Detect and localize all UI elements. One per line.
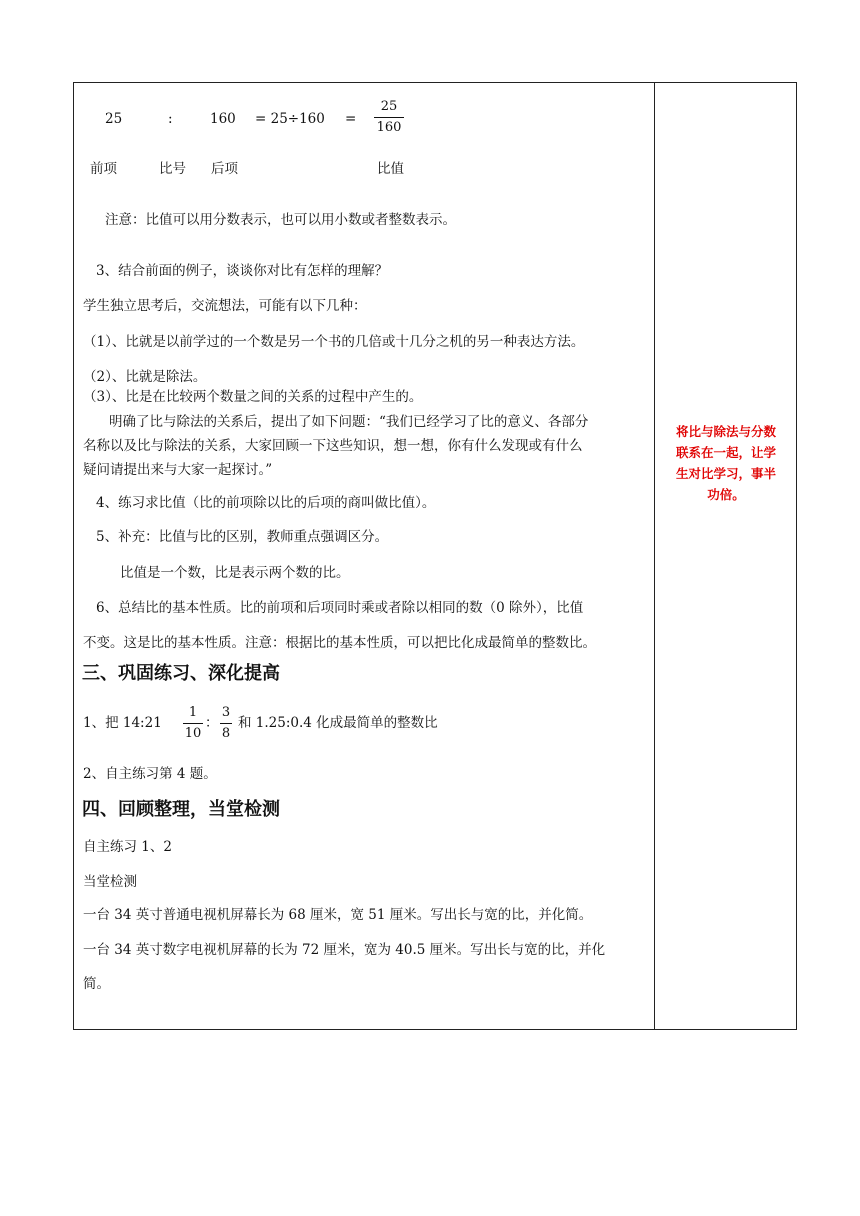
fraction-denominator: 10	[184, 726, 202, 741]
ratio-front-value: 25	[105, 111, 123, 127]
paragraph-line-3: 疑问请提出来与大家一起探讨。”	[83, 462, 273, 478]
paragraph-line-1: 明确了比与除法的关系后，提出了如下问题：“我们已经学习了比的意义、各部分	[109, 414, 589, 430]
item-5: 5、补充：比值与比的区别，教师重点强调区分。	[96, 529, 389, 545]
option-2: （2）、比就是除法。	[83, 369, 207, 385]
label-ratio-sign: 比号	[159, 161, 186, 177]
ratio-fraction	[374, 99, 404, 136]
lesson-table	[73, 82, 797, 1030]
question-1: 一台 34 英寸普通电视机屏幕长为 68 厘米，宽 51 厘米。写出长与宽的比，并化简。	[83, 907, 593, 923]
main-cell	[74, 83, 654, 1029]
label-back-term: 后项	[211, 161, 238, 177]
item-5-detail: 比值是一个数，比是表示两个数的比。	[120, 565, 350, 581]
side-note-line: 将比与除法与分数	[675, 424, 776, 439]
students-line: 学生独立思考后，交流想法，可能有以下几种：	[83, 298, 367, 314]
ratio-equals: =	[345, 111, 357, 127]
exercise-1-fraction-2	[220, 705, 232, 742]
option-1: （1）、比就是以前学过的一个数是另一个书的几倍或十几分之机的另一种表达方法。	[83, 334, 585, 350]
side-note-line: 联系在一起，让学	[675, 445, 776, 460]
exercise-2: 2、自主练习第 4 题。	[83, 766, 217, 782]
fraction-bar	[374, 117, 404, 118]
item-6-line-2: 不变。这是比的基本性质。注意：根据比的基本性质，可以把比化成最简单的整数比。	[83, 635, 596, 651]
exercise-1-prefix: 1、把 14:21	[83, 715, 162, 731]
exercise-1-colon: ：	[205, 715, 219, 731]
section-3-heading: 三、巩固练习、深化提高	[82, 663, 280, 684]
self-practice: 自主练习 1、2	[83, 839, 172, 855]
exercise-1-suffix: 和 1.25:0.4 化成最简单的整数比	[238, 715, 438, 731]
fraction-numerator: 3	[221, 705, 231, 720]
ratio-colon: :	[168, 111, 173, 127]
item-6-line-1: 6、总结比的基本性质。比的前项和后项同时乘或者除以相同的数（0 除外），比值	[96, 600, 584, 616]
fraction-denominator: 160	[376, 120, 402, 135]
option-3: （3）、比是在比较两个数量之间的关系的过程中产生的。	[83, 389, 423, 405]
label-front-term: 前项	[90, 161, 117, 177]
fraction-numerator: 25	[380, 99, 398, 114]
item-4: 4、练习求比值（比的前项除以比的后项的商叫做比值）。	[96, 495, 436, 511]
fraction-bar	[183, 723, 203, 724]
ratio-division: = 25÷160	[255, 111, 325, 127]
ratio-back-value: 160	[210, 111, 236, 127]
fraction-denominator: 8	[221, 726, 231, 741]
fraction-bar	[220, 723, 232, 724]
section-4-heading: 四、回顾整理，当堂检测	[82, 799, 280, 820]
column-divider	[654, 83, 655, 1029]
side-note	[656, 421, 796, 505]
item-3: 3、结合前面的例子，谈谈你对比有怎样的理解？	[96, 263, 389, 279]
question-2-line-1: 一台 34 英寸数字电视机屏幕的长为 72 厘米，宽为 40.5 厘米。写出长与宽的比，并化	[83, 942, 606, 958]
side-note-line: 生对比学习，事半	[675, 466, 776, 481]
fraction-numerator: 1	[188, 705, 198, 720]
exercise-1-fraction-1	[183, 705, 203, 742]
check-label: 当堂检测	[83, 874, 137, 890]
note-line: 注意：比值可以用分数表示，也可以用小数或者整数表示。	[105, 212, 456, 228]
side-note-line: 功倍。	[707, 487, 745, 502]
paragraph-line-2: 名称以及比与除法的关系，大家回顾一下这些知识，想一想，你有什么发现或有什么	[83, 438, 583, 454]
label-ratio-value: 比值	[377, 161, 404, 177]
question-2-line-2: 简。	[83, 976, 110, 992]
